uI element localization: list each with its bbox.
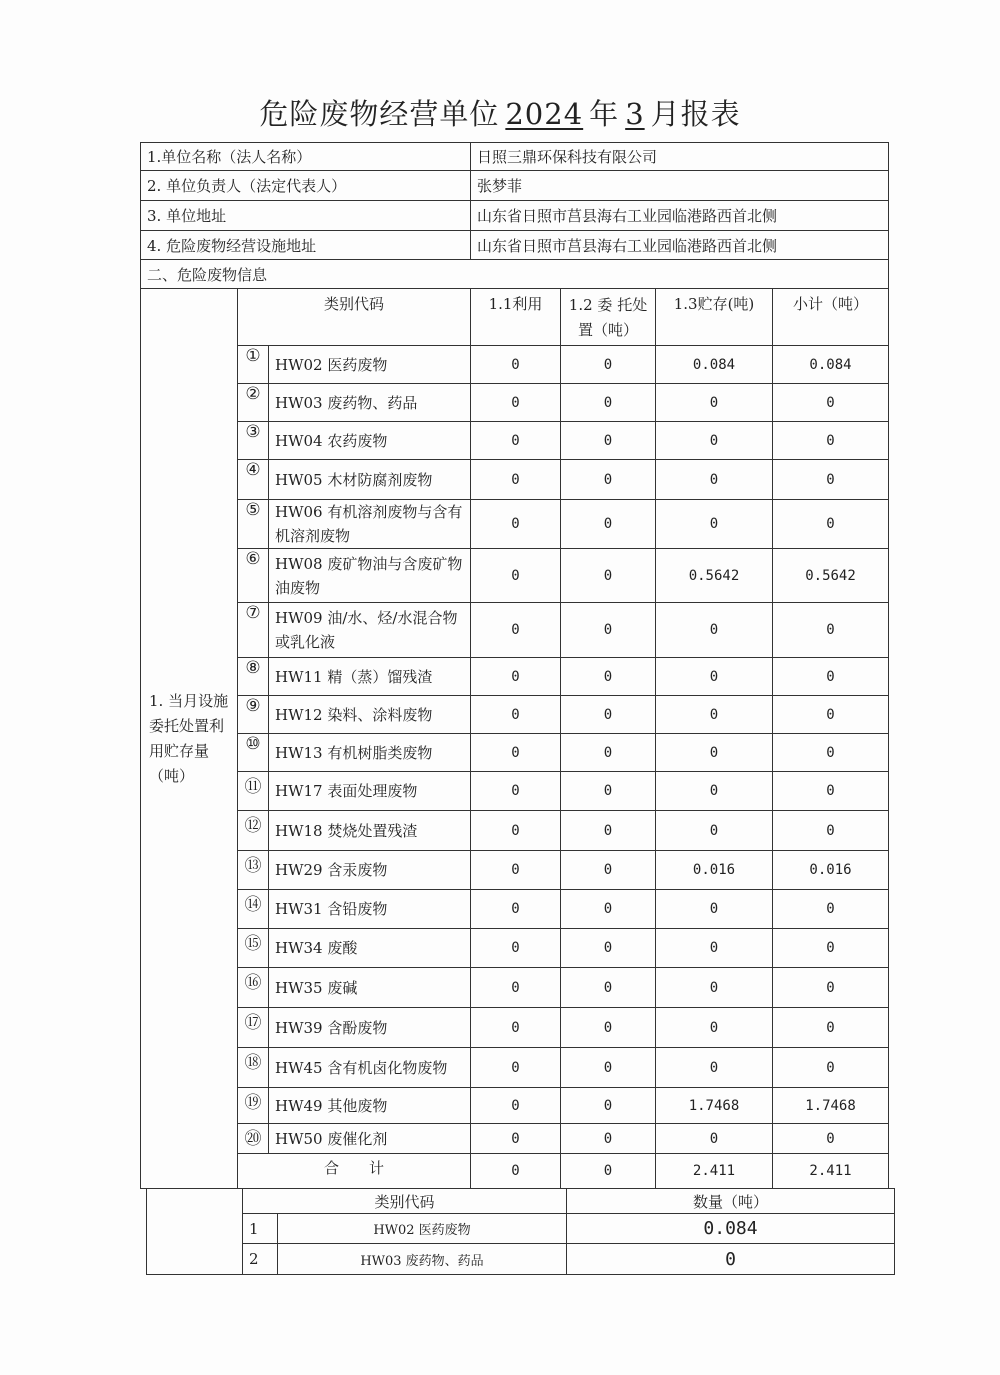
title-year: 2024 [505,97,584,131]
waste-name: HW06 有机溶剂废物与含有机溶剂废物 [269,500,471,549]
entrust-value: 0 [561,549,656,603]
entrust-value: 0 [561,890,656,929]
subtotal-value: 0 [773,1048,889,1088]
waste-name: HW49 其他废物 [269,1088,471,1124]
info-value: 山东省日照市莒县海右工业园临港路西首北侧 [471,201,889,231]
store-value: 0 [656,422,773,460]
use-value: 0 [471,890,561,929]
info-value: 山东省日照市莒县海右工业园临港路西首北侧 [471,231,889,260]
waste-name: HW50 废催化剂 [269,1124,471,1154]
total-store: 2.411 [656,1154,773,1189]
entrust-value: 0 [561,1048,656,1088]
row-number: ⑰ [238,1008,269,1048]
use-value: 0 [471,500,561,549]
header-code: 类别代码 [238,289,471,346]
use-value: 0 [471,696,561,734]
title-prefix: 危险废物经营单位 [259,97,500,131]
title-month-suffix: 月报表 [650,97,741,131]
waste-row [141,734,889,772]
section-heading: 二、危险废物信息 [141,260,889,289]
row-number: ② [238,384,269,422]
detail-header-qty: 数量（吨） [567,1189,895,1214]
detail-qty: 0 [567,1244,895,1275]
detail-name: HW03 废药物、药品 [278,1244,567,1275]
waste-row [141,603,889,658]
info-row [141,231,889,260]
waste-row [141,851,889,890]
info-row [141,171,889,201]
row-number: ⑱ [238,1048,269,1088]
info-label: 3. 单位地址 [141,201,471,231]
store-value: 0 [656,1124,773,1154]
info-row [141,201,889,231]
row-number: ⑤ [238,500,269,549]
subtotal-value: 0 [773,422,889,460]
entrust-value: 0 [561,696,656,734]
store-value: 0 [656,890,773,929]
waste-name: HW08 废矿物油与含废矿物油废物 [269,549,471,603]
entrust-value: 0 [561,384,656,422]
entrust-value: 0 [561,1124,656,1154]
header-store: 1.3贮存(吨) [656,289,773,346]
waste-row [141,696,889,734]
use-value: 0 [471,1088,561,1124]
use-value: 0 [471,422,561,460]
row-number: ⑧ [238,658,269,696]
info-label: 4. 危险废物经营设施地址 [141,231,471,260]
waste-name: HW18 焚烧处置残渣 [269,811,471,851]
subtotal-value: 0 [773,734,889,772]
waste-row [141,1008,889,1048]
entrust-value: 0 [561,346,656,384]
waste-name: HW39 含酚废物 [269,1008,471,1048]
detail-no: 1 [243,1214,278,1244]
row-number: ⑳ [238,1124,269,1154]
store-value: 0 [656,460,773,500]
entrust-value: 0 [561,500,656,549]
entrust-value: 0 [561,658,656,696]
total-use: 0 [471,1154,561,1189]
side-label: 1. 当月设施委托处置利用贮存量（吨） [141,289,238,1189]
row-number: ⑫ [238,811,269,851]
subtotal-value: 0 [773,658,889,696]
waste-row [141,968,889,1008]
entrust-value: 0 [561,968,656,1008]
entrust-value: 0 [561,1008,656,1048]
waste-name: HW05 木材防腐剂废物 [269,460,471,500]
use-value: 0 [471,1048,561,1088]
row-number: ⑭ [238,890,269,929]
total-entrust: 0 [561,1154,656,1189]
row-number: ⑬ [238,851,269,890]
store-value: 0 [656,696,773,734]
report-table [140,142,889,1189]
row-number: ⑨ [238,696,269,734]
row-number: ⑦ [238,603,269,658]
waste-row [141,929,889,968]
store-value: 0 [656,658,773,696]
waste-row [141,1048,889,1088]
waste-row [141,1124,889,1154]
info-value: 张梦菲 [471,171,889,201]
store-value: 0 [656,968,773,1008]
use-value: 0 [471,851,561,890]
store-value: 0 [656,772,773,811]
waste-name: HW03 废药物、药品 [269,384,471,422]
waste-row [141,658,889,696]
detail-row [147,1244,895,1275]
detail-no: 2 [243,1244,278,1275]
detail-header-row [147,1189,895,1214]
waste-row [141,549,889,603]
subtotal-value: 0 [773,384,889,422]
store-value: 0 [656,384,773,422]
row-number: ⑮ [238,929,269,968]
column-header-row [141,289,889,346]
waste-row [141,422,889,460]
info-label: 2. 单位负责人（法定代表人） [141,171,471,201]
header-entrust: 1.2 委 托处置（吨） [561,289,656,346]
entrust-value: 0 [561,929,656,968]
row-number: ③ [238,422,269,460]
section-row [141,260,889,289]
subtotal-value: 0 [773,500,889,549]
waste-name: HW31 含铅废物 [269,890,471,929]
subtotal-value: 0 [773,1008,889,1048]
total-label: 合 计 [238,1154,471,1189]
info-value: 日照三鼎环保科技有限公司 [471,143,889,171]
waste-row [141,500,889,549]
page-title [0,92,1000,133]
store-value: 0 [656,734,773,772]
use-value: 0 [471,734,561,772]
store-value: 0.084 [656,346,773,384]
use-value: 0 [471,772,561,811]
row-number: ⑲ [238,1088,269,1124]
entrust-value: 0 [561,422,656,460]
waste-name: HW45 含有机卤化物废物 [269,1048,471,1088]
header-subtotal: 小计（吨） [773,289,889,346]
entrust-value: 0 [561,772,656,811]
subtotal-value: 0 [773,772,889,811]
waste-name: HW35 废碱 [269,968,471,1008]
use-value: 0 [471,968,561,1008]
store-value: 1.7468 [656,1088,773,1124]
use-value: 0 [471,384,561,422]
entrust-value: 0 [561,603,656,658]
waste-name: HW09 油/水、烃/水混合物或乳化液 [269,603,471,658]
waste-name: HW17 表面处理废物 [269,772,471,811]
title-year-suffix: 年 [589,97,620,131]
detail-row [147,1214,895,1244]
subtotal-value: 0.084 [773,346,889,384]
waste-name: HW02 医药废物 [269,346,471,384]
row-number: ⑥ [238,549,269,603]
waste-row [141,772,889,811]
use-value: 0 [471,1008,561,1048]
subtotal-value: 0 [773,968,889,1008]
use-value: 0 [471,811,561,851]
store-value: 0.5642 [656,549,773,603]
waste-name: HW12 染料、涂料废物 [269,696,471,734]
subtotal-value: 0 [773,460,889,500]
row-number: ④ [238,460,269,500]
subtotal-value: 0.016 [773,851,889,890]
title-month: 3 [625,97,645,131]
store-value: 0 [656,929,773,968]
use-value: 0 [471,460,561,500]
row-number: ⑩ [238,734,269,772]
store-value: 0 [656,603,773,658]
entrust-value: 0 [561,734,656,772]
info-label: 1.单位名称（法人名称） [141,143,471,171]
detail-side-cell [147,1189,243,1275]
detail-qty: 0.084 [567,1214,895,1244]
store-value: 0 [656,811,773,851]
waste-row [141,346,889,384]
store-value: 0 [656,1008,773,1048]
waste-row [141,460,889,500]
subtotal-value: 0 [773,929,889,968]
use-value: 0 [471,929,561,968]
entrust-value: 0 [561,460,656,500]
row-number: ⑪ [238,772,269,811]
subtotal-value: 0 [773,603,889,658]
waste-row [141,384,889,422]
row-number: ① [238,346,269,384]
info-row [141,143,889,171]
waste-name: HW29 含汞废物 [269,851,471,890]
subtotal-value: 0 [773,811,889,851]
total-row [141,1154,889,1189]
subtotal-value: 1.7468 [773,1088,889,1124]
detail-header-code: 类别代码 [243,1189,567,1214]
detail-table [146,1188,895,1275]
row-number: ⑯ [238,968,269,1008]
waste-name: HW13 有机树脂类废物 [269,734,471,772]
header-use: 1.1利用 [471,289,561,346]
entrust-value: 0 [561,811,656,851]
total-subtotal: 2.411 [773,1154,889,1189]
waste-name: HW04 农药废物 [269,422,471,460]
entrust-value: 0 [561,851,656,890]
waste-row [141,811,889,851]
store-value: 0 [656,500,773,549]
subtotal-value: 0 [773,1124,889,1154]
subtotal-value: 0.5642 [773,549,889,603]
store-value: 0.016 [656,851,773,890]
waste-row [141,1088,889,1124]
use-value: 0 [471,549,561,603]
use-value: 0 [471,603,561,658]
waste-name: HW11 精（蒸）馏残渣 [269,658,471,696]
subtotal-value: 0 [773,890,889,929]
use-value: 0 [471,658,561,696]
subtotal-value: 0 [773,696,889,734]
detail-name: HW02 医药废物 [278,1214,567,1244]
waste-name: HW34 废酸 [269,929,471,968]
store-value: 0 [656,1048,773,1088]
use-value: 0 [471,346,561,384]
entrust-value: 0 [561,1088,656,1124]
use-value: 0 [471,1124,561,1154]
waste-row [141,890,889,929]
